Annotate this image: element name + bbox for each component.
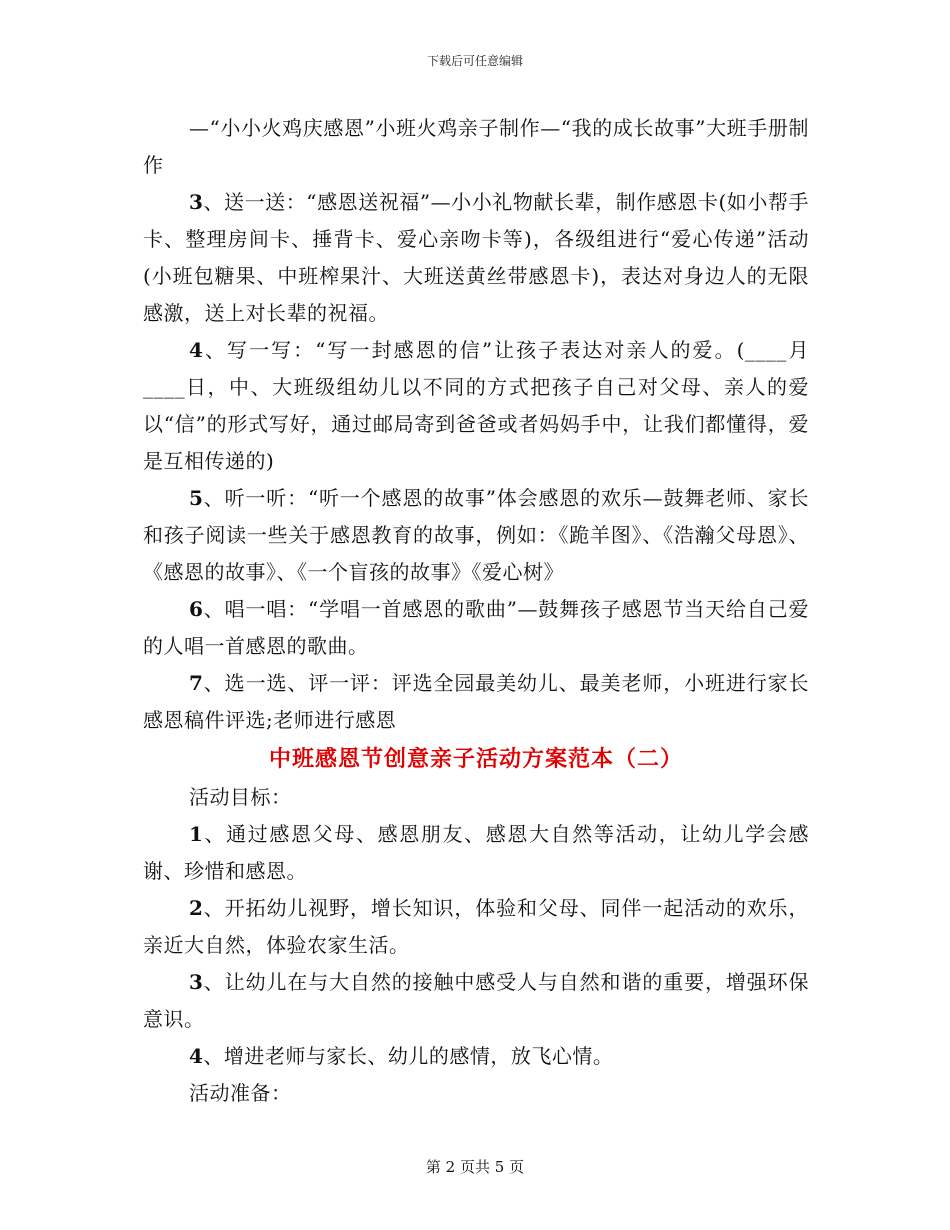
item-number: 4 <box>189 1044 204 1068</box>
item-text: 、送一送：“感恩送祝福”—小小礼物献长辈，制作感恩卡(如小帮手卡、整理房间卡、捶背卡、爱心亲吻卡等)，各级组进行“爱心传递”活动(小班包糖果、中班榨果汁、大班送黄丝带感恩卡)，表达对身边人的无限感激，送上对长辈的祝福。 <box>143 190 809 325</box>
item-text: 、选一选、评一评：评选全园最美幼儿、最美老师，小班进行家长感恩稿件评选;老师进行感恩 <box>143 671 809 732</box>
goals-label: 活动目标： <box>189 785 292 809</box>
list-item-7 <box>143 665 809 739</box>
list-item-4 <box>143 332 809 480</box>
item-text: 、增进老师与家长、幼儿的感情，放飞心情。 <box>203 1044 614 1068</box>
list-item-6 <box>143 591 809 665</box>
list-item-3 <box>143 184 809 332</box>
goal-item-2 <box>143 890 809 964</box>
item-number: 4 <box>189 338 204 362</box>
section-title: 中班感恩节创意亲子活动方案范本（二） <box>268 746 683 772</box>
continuation-paragraph: —“小小火鸡庆感恩”小班火鸡亲子制作—“我的成长故事”大班手册制作 <box>143 116 809 177</box>
document-body <box>143 110 809 1112</box>
goal-item-3 <box>143 964 809 1038</box>
item-number: 2 <box>189 896 204 920</box>
item-number: 7 <box>189 671 204 695</box>
item-number: 3 <box>189 970 204 994</box>
item-text: 、写一写：“写一封感恩的信”让孩子表达对亲人的爱。(____月____日，中、大班级组幼儿以不同的方式把孩子自己对父母、亲人的爱以“信”的形式写好，通过邮局寄到爸爸或者妈妈手中，让我们都懂得，爱是互相传递的) <box>143 338 809 473</box>
item-text: 、通过感恩父母、感恩朋友、感恩大自然等活动，让幼儿学会感谢、珍惜和感恩。 <box>143 822 809 883</box>
item-text: 、开拓幼儿视野，增长知识，体验和父母、同伴一起活动的欢乐，亲近大自然，体验农家生活。 <box>143 896 809 957</box>
goal-item-4 <box>143 1038 809 1075</box>
page-header: 下载后可任意编辑 <box>426 54 523 68</box>
page-footer: 第 2 页共 5 页 <box>425 1158 525 1176</box>
item-text: 、唱一唱：“学唱一首感恩的歌曲”—鼓舞孩子感恩节当天给自己爱的人唱一首感恩的歌曲。 <box>143 597 809 658</box>
item-text: 、听一听：“听一个感恩的故事”体会感恩的欢乐—鼓舞老师、家长和孩子阅读一些关于感恩教育的故事，例如：《跪羊图》、《浩瀚父母恩》、《感恩的故事》、《一个盲孩的故事》《爱心树》 <box>143 486 809 584</box>
prep-label: 活动准备： <box>189 1081 292 1105</box>
list-item-5 <box>143 480 809 591</box>
item-number: 3 <box>189 190 204 214</box>
item-text: 、让幼儿在与大自然的接触中感受人与自然和谐的重要，增强环保意识。 <box>143 970 809 1031</box>
item-number: 6 <box>189 597 204 621</box>
item-number: 1 <box>189 822 204 846</box>
item-number: 5 <box>189 486 204 510</box>
goal-item-1 <box>143 816 809 890</box>
